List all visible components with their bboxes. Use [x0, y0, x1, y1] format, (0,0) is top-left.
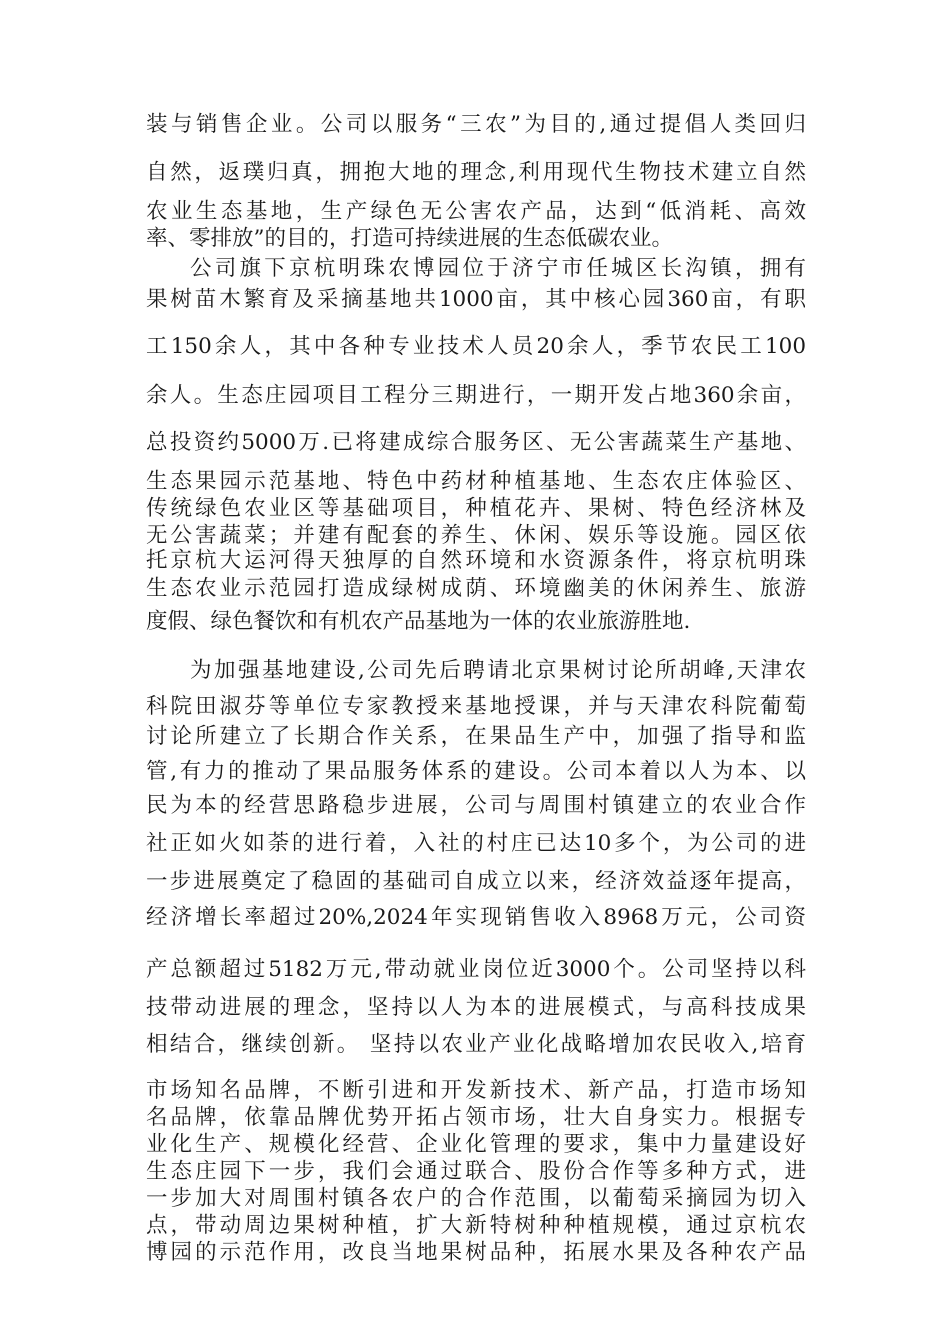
text-line: 管,有力的推动了果品服务体系的建设。公司本着以人为本、以 — [146, 759, 806, 784]
text-line: 民为本的经营思路稳步进展，公司与周围村镇建立的农业合作 — [146, 793, 806, 818]
text-line: 一步加大对周围村镇各农户的合作范围，以葡萄采摘园为切入 — [146, 1186, 806, 1211]
text-line: 自然，返璞归真，拥抱大地的理念,利用现代生物技术建立自然 — [146, 160, 806, 185]
text-line: 为加强基地建设,公司先后聘请北京果树讨论所胡峰,天津农 — [190, 658, 806, 683]
text-line: 率、零排放”的目的，打造可持续进展的生态低碳农业。 — [146, 226, 673, 251]
text-line: 名品牌，依靠品牌优势开拓占领市场，壮大自身实力。根据专 — [146, 1105, 806, 1130]
text-line: 工150余人，其中各种专业技术人员20余人，季节农民工100 — [146, 334, 806, 359]
text-line: 余人。生态庄园项目工程分三期进行，一期开发占地360余亩， — [146, 383, 806, 408]
text-line: 市场知名品牌，不断引进和开发新技术、新产品，打造市场知 — [146, 1078, 806, 1103]
text-line: 讨论所建立了长期合作关系，在果品生产中，加强了指导和监 — [146, 724, 806, 749]
text-line: 经济增长率超过20%,2024年实现销售收入8968万元，公司资 — [146, 905, 806, 930]
text-line: 总投资约5000万.已将建成综合服务区、无公害蔬菜生产基地、 — [146, 430, 806, 455]
text-line: 果树苗木繁育及采摘基地共1000亩，其中核心园360亩，有职 — [146, 287, 806, 312]
text-line: 一步进展奠定了稳固的基础司自成立以来，经济效益逐年提高， — [146, 869, 806, 894]
text-line: 生态庄园下一步，我们会通过联合、股份合作等多种方式，进 — [146, 1159, 806, 1184]
text-line: 农业生态基地，生产绿色无公害农产品，达到“低消耗、高效 — [146, 199, 806, 224]
text-line: 相结合，继续创新。 坚持以农业产业化战略增加农民收入,培育 — [146, 1032, 806, 1057]
text-line: 无公害蔬菜；并建有配套的养生、休闲、娱乐等设施。园区依 — [146, 523, 806, 548]
text-line: 科院田淑芬等单位专家教授来基地授课，并与天津农科院葡萄 — [146, 694, 806, 719]
text-line: 托京杭大运河得天独厚的自然环境和水资源条件，将京杭明珠 — [146, 548, 806, 573]
text-line: 生态果园示范基地、特色中药材种植基地、生态农庄体验区、 — [146, 469, 806, 494]
text-line: 公司旗下京杭明珠农博园位于济宁市任城区长沟镇，拥有 — [190, 256, 806, 281]
text-line: 生态农业示范园打造成绿树成荫、环境幽美的休闲养生、旅游 — [146, 576, 806, 601]
text-line: 技带动进展的理念，坚持以人为本的进展模式，与高科技成果 — [146, 995, 806, 1020]
text-line: 社正如火如荼的进行着，入社的村庄已达10多个，为公司的进 — [146, 831, 806, 856]
text-line: 装与销售企业。公司以服务“三农”为目的,通过提倡人类回归 — [146, 112, 806, 137]
text-line: 点，带动周边果树种植，扩大新特树种种植规模，通过京杭农 — [146, 1213, 806, 1238]
text-line: 度假、绿色餐饮和有机农产品基地为一体的农业旅游胜地. — [146, 609, 691, 634]
text-line: 博园的示范作用，改良当地果树品种，拓展水果及各种农产品 — [146, 1240, 806, 1265]
text-line: 传统绿色农业区等基础项目，种植花卉、果树、特色经济林及 — [146, 496, 806, 521]
text-line: 业化生产、规模化经营、企业化管理的要求，集中力量建设好 — [146, 1132, 806, 1157]
text-line: 产总额超过5182万元,带动就业岗位近3000个。公司坚持以科 — [146, 957, 806, 982]
